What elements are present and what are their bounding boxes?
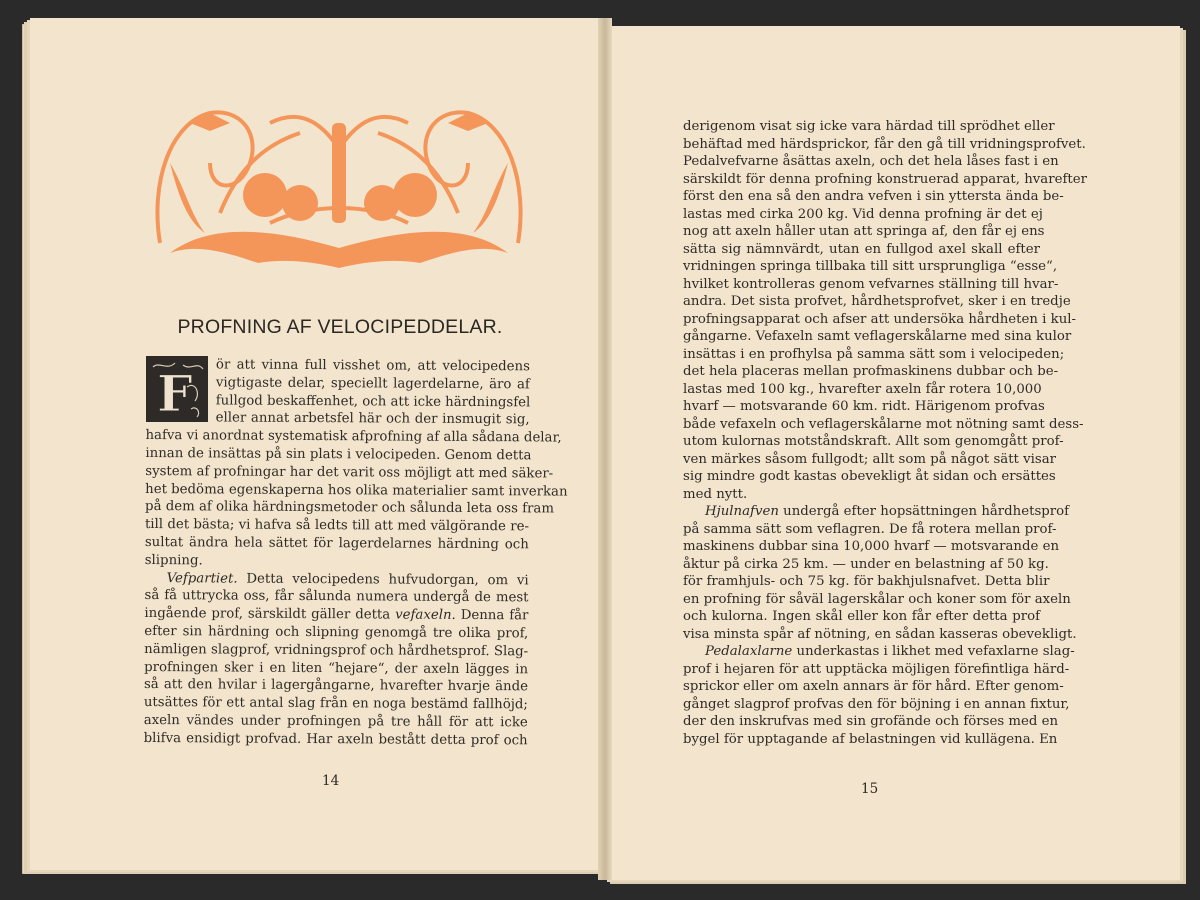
text-segment: innan de insättas på sin plats i velocipeden. Genom detta xyxy=(145,445,532,464)
text-segment: på dem af olika härdningsmetoder och sålunda leta oss fram xyxy=(145,499,555,517)
text-segment: särskildt för denna profning konstruerad apparat, hvarefter xyxy=(683,171,1087,187)
text-line xyxy=(683,608,1040,626)
text-segment: prof i hejaren för att upptäcka möjligen förefintliga härd- xyxy=(683,661,1070,677)
text-segment: gångarne. Vefaxeln samt veflagerskålarne med sina kulor xyxy=(683,329,1072,344)
text-segment: ven märkes såsom fullgodt; allt som på något sätt visar xyxy=(683,451,1056,467)
text-segment: system af profningar har det varit oss möjligt att med säker- xyxy=(145,463,554,482)
text-segment: Denna får xyxy=(455,608,529,624)
text-segment: derigenom visat sig icke vara härdad till sprödhet eller xyxy=(683,119,1055,134)
text-segment: lastas med 100 kg., hvarefter axeln får rotera 10,000 xyxy=(683,381,1042,397)
italic-term: Hjulnafven xyxy=(705,504,779,519)
text-segment: både vefaxeln och veflagerskålarne mot nötning samt dess- xyxy=(683,416,1084,432)
text-segment: sprickor eller om axeln annars är för hård. Efter genom- xyxy=(683,679,1064,694)
text-segment: ingående prof, särskildt gäller detta xyxy=(144,606,396,623)
text-line xyxy=(683,538,1060,556)
book-gutter xyxy=(598,18,612,880)
text-line xyxy=(683,188,1064,206)
text-line xyxy=(683,346,1065,364)
text-line xyxy=(144,730,528,750)
text-line xyxy=(216,392,530,412)
text-segment: visa minsta spår af nötning, en sådan kasseras obevekligt. xyxy=(683,626,1077,642)
text-segment: blifva ensidigt profvad. Har axeln bestått detta prof och xyxy=(143,730,528,749)
text-segment: profningsapparat och afser att undersöka hårdheten i kul- xyxy=(683,311,1076,327)
text-segment: andra. Det sista profvet, hårdhetsprofvet, sker i en tredje xyxy=(683,294,1071,309)
text-line xyxy=(683,696,1070,714)
left-body-text xyxy=(143,356,568,750)
text-segment: vigtigaste delar, speciellt lagerdelarne, äro af xyxy=(215,375,530,393)
text-line xyxy=(683,573,1050,591)
text-segment: profningen sker i en liten “hejare“, der axeln lägges in xyxy=(144,659,529,677)
text-line xyxy=(145,498,555,518)
text-line xyxy=(144,712,528,732)
text-segment: Detta velocipedens hufvudorgan, om vi xyxy=(237,571,529,588)
text-segment: eller annat arbetsfel här och der insmugit sig, xyxy=(215,410,530,428)
text-segment: nog att axeln håller utan att springa af, den får ej ens xyxy=(683,224,1045,239)
text-line xyxy=(683,468,1056,486)
text-segment: axeln vändes under profningen på tre håll för att icke xyxy=(143,712,528,731)
text-segment: för framhjuls- och 75 kg. för bakhjulsnafvet. Detta blir xyxy=(683,574,1050,589)
right-body-text xyxy=(683,118,1087,748)
text-line xyxy=(144,623,528,643)
text-segment: gånget slagprof profvas den för böjning i en annan fixtur, xyxy=(683,696,1070,712)
text-segment: hvarf — motsvarande 60 km. ridt. Härigenom profvas xyxy=(683,399,1045,414)
text-line xyxy=(683,678,1064,696)
text-line xyxy=(683,311,1076,329)
text-line xyxy=(683,241,1040,259)
text-segment: på samma sätt som veflagren. De få rotera mellan prof- xyxy=(683,521,1057,537)
text-segment: till det bästa; vi hafva så ledts till att med välgörande re- xyxy=(144,517,530,535)
text-segment: först den ena så den andra vefven i sin yttersta ända be- xyxy=(683,189,1064,204)
text-line xyxy=(683,661,1070,679)
text-line xyxy=(683,643,1075,661)
text-line xyxy=(683,206,1043,224)
text-line xyxy=(683,398,1045,416)
text-segment: het bedöma egenskaperna hos olika materialier samt inverkan xyxy=(145,481,568,500)
text-line xyxy=(683,731,1058,749)
text-line xyxy=(683,556,1049,574)
text-line xyxy=(683,328,1072,346)
text-line xyxy=(683,381,1040,399)
text-segment: sätta sig nämnvärdt, utan en fullgod axel skall efter xyxy=(683,241,1040,257)
text-line xyxy=(683,171,1087,189)
page-number-left: 14 xyxy=(322,773,340,789)
text-segment: fullgod beskaffenhet, och att icke härdningsfel xyxy=(215,393,531,410)
text-line xyxy=(145,427,562,447)
text-segment: nämligen slagprof, vridningsprof och hårdhetsprof. Slag- xyxy=(144,641,529,660)
text-line xyxy=(145,516,529,536)
text-line xyxy=(683,223,1045,241)
text-line xyxy=(683,521,1057,539)
text-segment: och kulorna. Ingen skål eller kon får efter detta prof xyxy=(683,609,1040,624)
text-segment: åktur på cirka 25 km. — under en belastning af 50 kg. xyxy=(683,556,1049,572)
text-line xyxy=(683,503,1070,521)
text-segment: underkastas i likhet med vefaxlarne slag- xyxy=(792,644,1075,659)
text-segment: det hela placeras mellan profmaskinens dubbar och be- xyxy=(683,364,1059,379)
italic-term: Vefpartiet. xyxy=(166,570,238,587)
text-segment: så få uttrycka oss, får sålunda numera undergå de mest xyxy=(144,588,529,606)
text-line xyxy=(683,136,1086,154)
page-title: PROFNING AF VELOCIPEDDELAR. xyxy=(177,316,503,338)
text-line xyxy=(683,433,1064,451)
text-line xyxy=(144,605,528,625)
text-line xyxy=(216,374,530,394)
text-segment: sultat ändra hela sättet för lagerdelarnes härdning och xyxy=(144,534,529,553)
text-line xyxy=(683,591,1071,609)
text-line xyxy=(144,676,528,696)
text-line xyxy=(145,552,529,572)
text-line xyxy=(144,641,528,661)
text-line xyxy=(216,410,530,430)
text-line xyxy=(683,118,1055,136)
text-segment: insättas i en profhylsa på samma sätt som i velocipeden; xyxy=(683,346,1065,362)
italic-term: vefaxeln. xyxy=(395,607,456,624)
text-segment: med nytt. xyxy=(683,486,748,502)
text-segment: utom kulornas motståndskraft. Allt som genomgått prof- xyxy=(683,434,1064,449)
text-line xyxy=(145,481,568,501)
text-segment: vridningen springa tillbaka till sitt ursprungliga “esse“, xyxy=(683,259,1058,274)
text-line xyxy=(144,587,528,607)
text-line xyxy=(145,445,532,465)
text-line xyxy=(145,463,554,483)
text-line xyxy=(683,713,1059,731)
text-line xyxy=(683,258,1058,276)
text-segment: slipning. xyxy=(144,552,203,569)
text-line xyxy=(683,451,1056,469)
text-segment: hvilket kontrolleras genom vefvarnes ställning till hvar- xyxy=(683,276,1059,292)
text-segment: sig mindre godt kastas obevekligt åt sidan och ersättes xyxy=(683,469,1056,484)
text-line xyxy=(216,356,530,376)
text-segment: hafva vi anordnat systematisk afprofning af alla sådana delar, xyxy=(145,428,562,446)
drop-cap-letter: F xyxy=(157,364,193,421)
text-segment: behäftad med härdsprickor, får den gå till vridningsprofvet. xyxy=(683,136,1086,152)
text-line xyxy=(683,153,1059,171)
text-segment: undergå efter hopsättningen hårdhetsprof xyxy=(778,504,1070,519)
text-line xyxy=(683,416,1084,434)
decorative-ornament xyxy=(150,103,528,278)
text-line xyxy=(683,363,1059,381)
text-line xyxy=(683,276,1059,294)
text-segment: der den inskrufvas med sin grofände och förses med en xyxy=(683,714,1059,729)
text-line xyxy=(144,694,528,714)
text-line xyxy=(144,659,528,679)
text-line xyxy=(145,570,529,590)
italic-term: Pedalaxlarne xyxy=(705,644,793,659)
page-number-right: 15 xyxy=(861,781,879,797)
text-segment: Pedalvefvarne åsättas axeln, och det hela låses fast i en xyxy=(683,154,1059,169)
text-line xyxy=(683,486,1040,504)
text-segment: efter sin härdning och slipning genomgå tre olika prof, xyxy=(144,623,529,642)
text-segment: en profning för såväl lagerskålar och koner som för axeln xyxy=(683,591,1071,607)
text-segment: ör att vinna full visshet om, att velocipedens xyxy=(215,357,530,375)
text-segment: så att den hvilar i lagergångarne, hvarefter hvarje ände xyxy=(143,677,529,695)
text-line xyxy=(683,293,1071,311)
text-line xyxy=(683,626,1077,644)
text-segment: utsättes för ett antal slag från en noga bestämd fallhöjd; xyxy=(143,695,528,713)
text-segment: bygel för upptagande af belastningen vid kullägena. En xyxy=(683,731,1058,747)
text-segment: lastas med cirka 200 kg. Vid denna profning är det ej xyxy=(683,206,1043,222)
text-line xyxy=(145,534,529,554)
text-segment: maskinens dubbar sina 10,000 hvarf — motsvarande en xyxy=(683,539,1060,554)
